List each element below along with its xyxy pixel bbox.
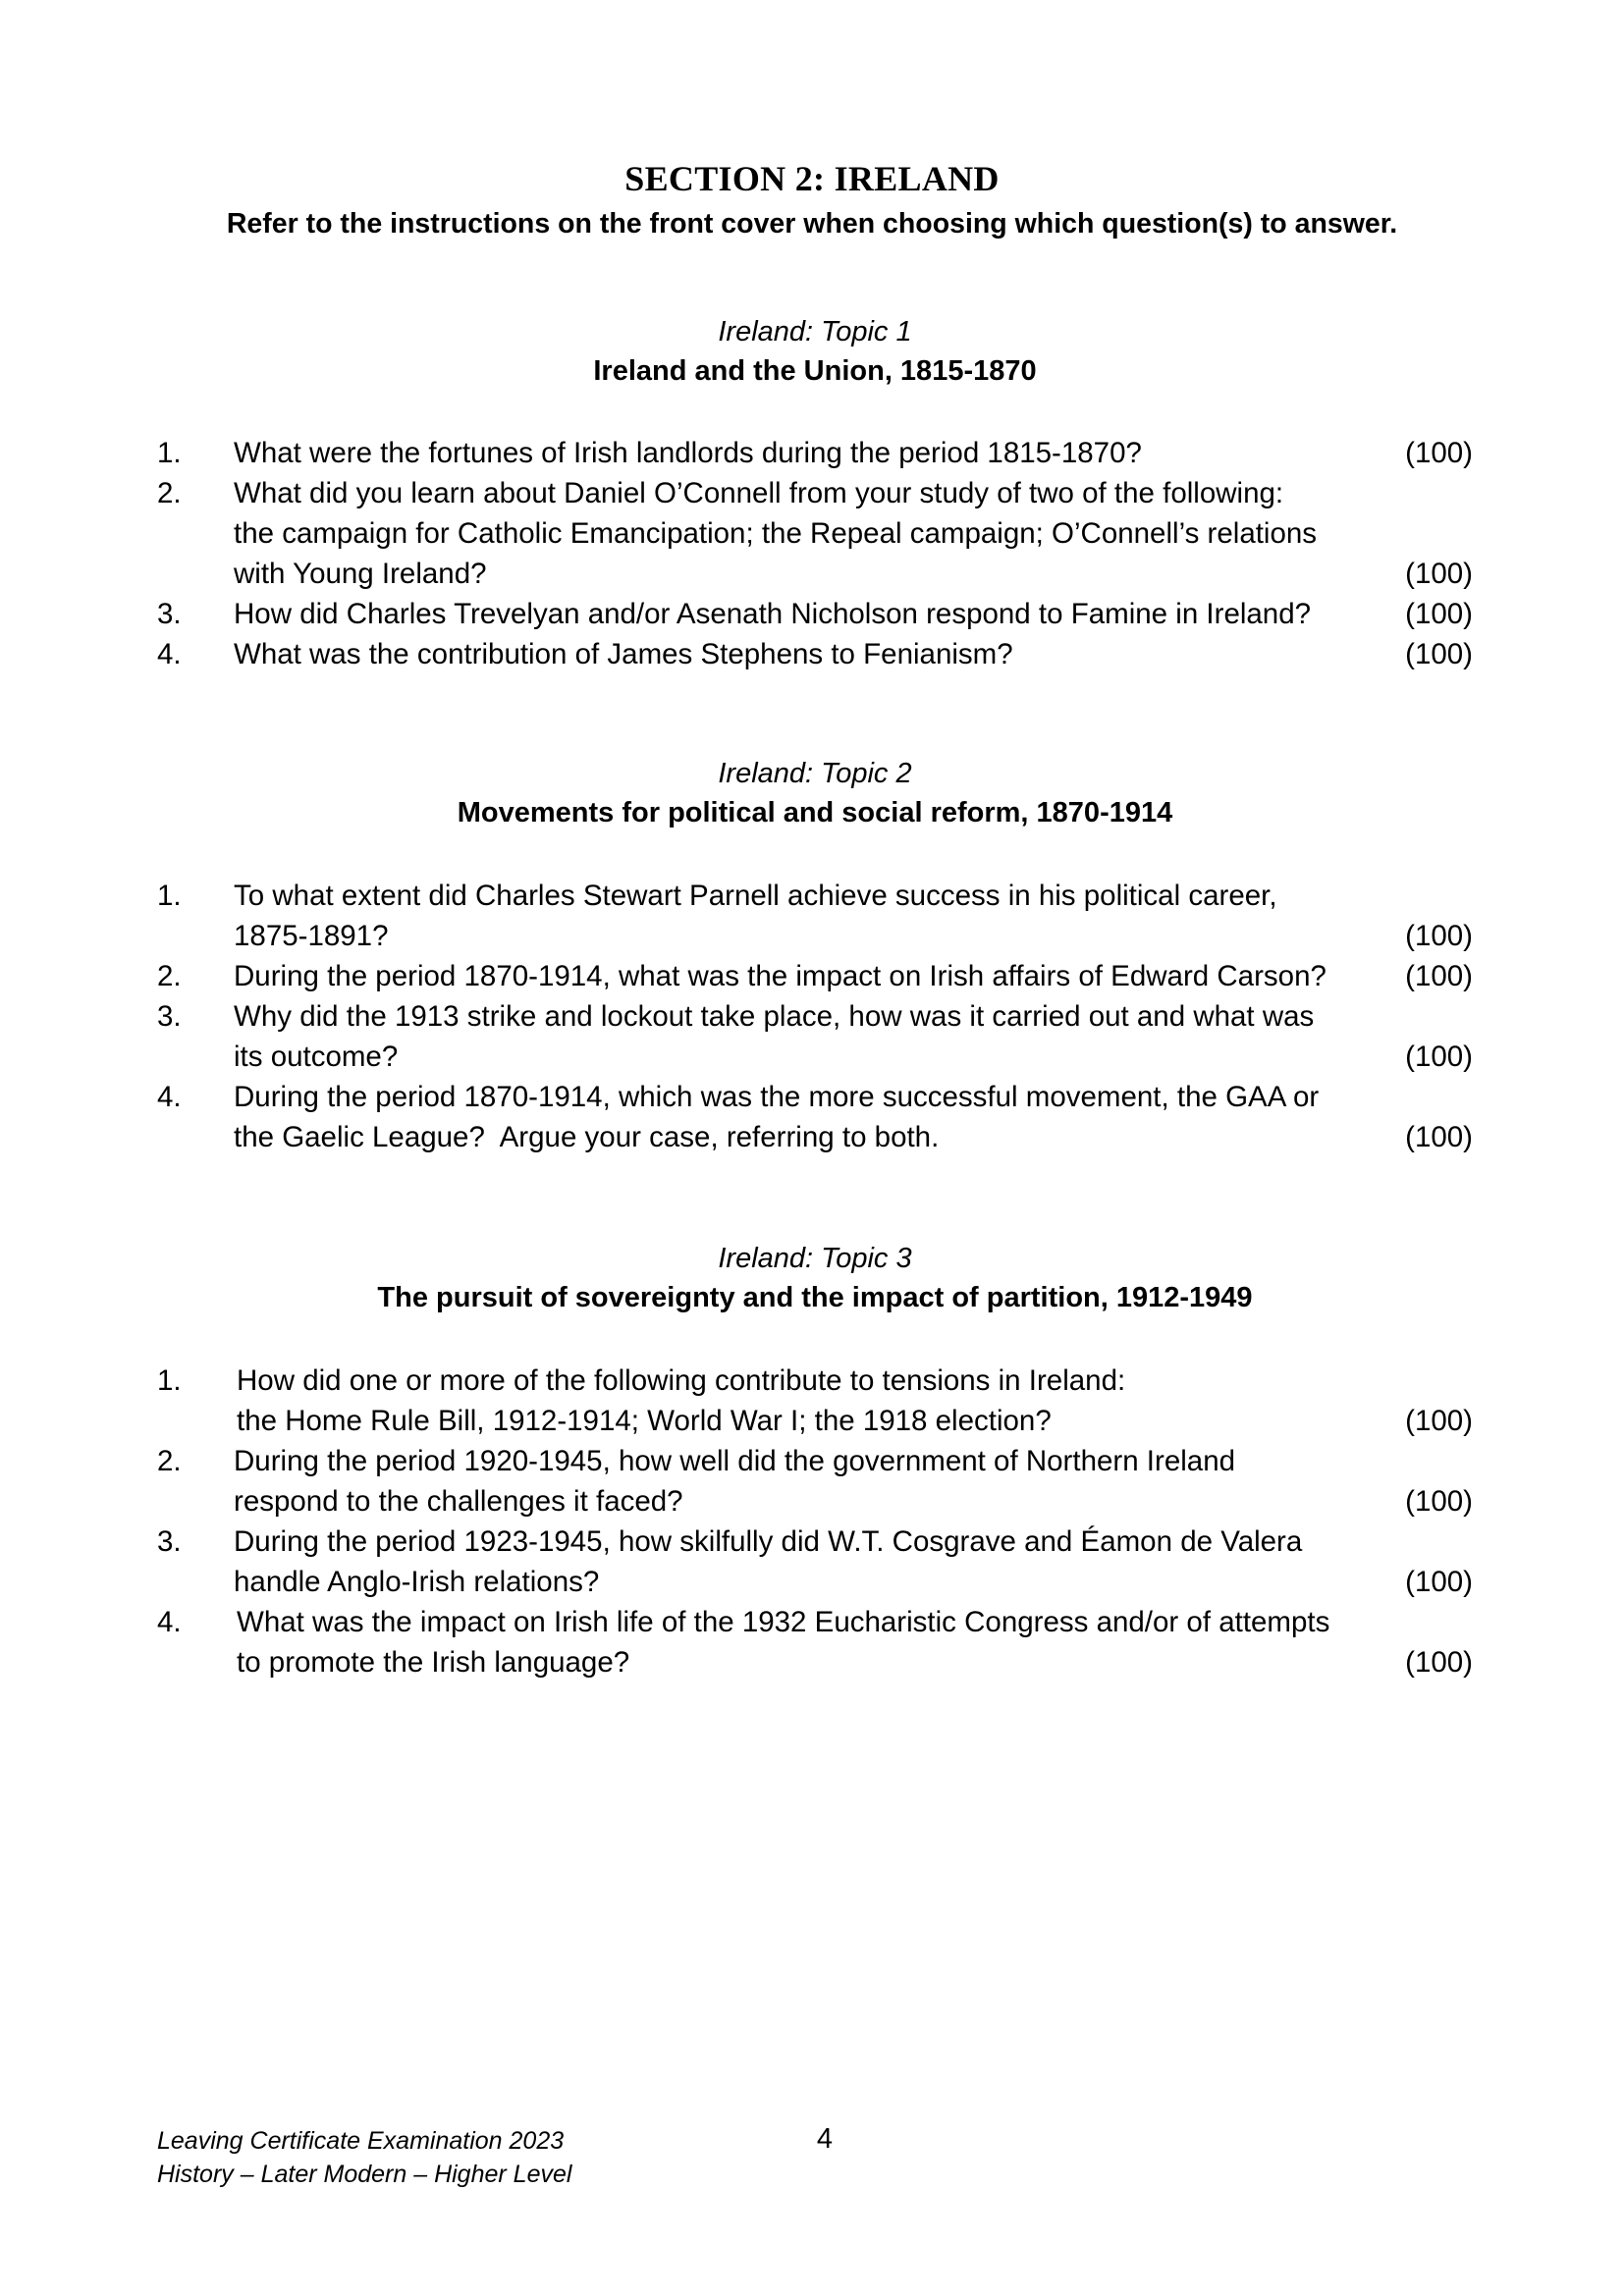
question-text-line: Why did the 1913 strike and lockout take place, how was it carried out and what was bbox=[234, 1000, 1315, 1033]
topic-title: The pursuit of sovereignty and the impact of partition, 1912-1949 bbox=[377, 1282, 1253, 1313]
question-text-line: During the period 1870-1914, what was the impact on Irish affairs of Edward Carson? bbox=[234, 960, 1326, 992]
question-number: 2. bbox=[157, 960, 182, 992]
question-text-line: the Gaelic League? Argue your case, referring to both. bbox=[234, 1121, 940, 1153]
question-number: 4. bbox=[157, 1081, 182, 1113]
question-number: 4. bbox=[157, 638, 182, 670]
question-text-line: What were the fortunes of Irish landlords during the period 1815-1870? bbox=[234, 437, 1142, 469]
question-text-line: What did you learn about Daniel O’Connell from your study of two of the following: bbox=[234, 477, 1284, 509]
section-instructions: Refer to the instructions on the front cover when choosing which question(s) to answer. bbox=[226, 208, 1398, 240]
question-number: 3. bbox=[157, 1000, 182, 1033]
question-text-line: What was the contribution of James Stephens to Fenianism? bbox=[234, 638, 1013, 670]
question-text-line: respond to the challenges it faced? bbox=[234, 1485, 683, 1518]
question-marks: (100) bbox=[1405, 1121, 1473, 1153]
question-marks: (100) bbox=[1405, 1485, 1473, 1518]
question-marks: (100) bbox=[1405, 1566, 1473, 1598]
page-number: 4 bbox=[816, 2123, 834, 2155]
question-text-line: How did Charles Trevelyan and/or Asenath Nicholson respond to Famine in Ireland? bbox=[234, 598, 1312, 630]
topic-label: Ireland: Topic 3 bbox=[718, 1243, 912, 1274]
question-4 bbox=[157, 634, 1473, 674]
question-text-line: During the period 1920-1945, how well did the government of Northern Ireland bbox=[234, 1445, 1236, 1477]
question-marks: (100) bbox=[1405, 1405, 1473, 1437]
question-text-line: During the period 1870-1914, which was the more successful movement, the GAA or bbox=[234, 1081, 1320, 1113]
question-4 bbox=[157, 1602, 1473, 1682]
question-number: 1. bbox=[157, 437, 182, 469]
question-text-line: the Home Rule Bill, 1912-1914; World War I; the 1918 election? bbox=[237, 1405, 1052, 1437]
question-2 bbox=[157, 473, 1473, 594]
question-number: 4. bbox=[157, 1606, 182, 1638]
question-number: 1. bbox=[157, 880, 182, 912]
question-list-topic-1 bbox=[157, 433, 1473, 674]
question-marks: (100) bbox=[1405, 1646, 1473, 1679]
topic-title: Movements for political and social reform, 1870-1914 bbox=[457, 797, 1173, 828]
question-text-line: with Young Ireland? bbox=[234, 558, 487, 590]
question-text-line: 1875-1891? bbox=[234, 920, 389, 952]
topic-block-2 bbox=[157, 754, 1473, 832]
question-1 bbox=[157, 1361, 1473, 1441]
question-2 bbox=[157, 956, 1473, 996]
question-3 bbox=[157, 996, 1473, 1077]
question-text-line: to promote the Irish language? bbox=[237, 1646, 630, 1679]
question-2 bbox=[157, 1441, 1473, 1522]
question-text-line: the campaign for Catholic Emancipation; the Repeal campaign; O’Connell’s relations bbox=[234, 517, 1318, 550]
question-marks: (100) bbox=[1405, 437, 1473, 469]
topic-block-3 bbox=[157, 1239, 1473, 1317]
question-marks: (100) bbox=[1405, 920, 1473, 952]
question-text-line: What was the impact on Irish life of the 1932 Eucharistic Congress and/or of attempts bbox=[237, 1606, 1330, 1638]
topic-label: Ireland: Topic 1 bbox=[718, 316, 912, 347]
question-marks: (100) bbox=[1405, 1041, 1473, 1073]
question-list-topic-2 bbox=[157, 876, 1473, 1157]
question-text-line: During the period 1923-1945, how skilfully did W.T. Cosgrave and Éamon de Valera bbox=[234, 1525, 1303, 1558]
question-number: 1. bbox=[157, 1364, 182, 1397]
question-1 bbox=[157, 433, 1473, 473]
topic-label: Ireland: Topic 2 bbox=[718, 758, 912, 789]
topic-title: Ireland and the Union, 1815-1870 bbox=[593, 355, 1037, 387]
section-title: SECTION 2: IRELAND bbox=[624, 159, 1000, 198]
question-1 bbox=[157, 876, 1473, 956]
question-text-line: How did one or more of the following contribute to tensions in Ireland: bbox=[237, 1364, 1126, 1397]
question-text-line: handle Anglo-Irish relations? bbox=[234, 1566, 600, 1598]
question-marks: (100) bbox=[1405, 558, 1473, 590]
question-list-topic-3 bbox=[157, 1361, 1473, 1682]
question-3 bbox=[157, 1522, 1473, 1602]
question-number: 2. bbox=[157, 477, 182, 509]
question-number: 3. bbox=[157, 598, 182, 630]
question-marks: (100) bbox=[1405, 960, 1473, 992]
footer-subject: History – Later Modern – Higher Level bbox=[157, 2161, 572, 2188]
question-4 bbox=[157, 1077, 1473, 1157]
footer-exam-title: Leaving Certificate Examination 2023 bbox=[157, 2127, 565, 2155]
topic-block-1 bbox=[157, 312, 1473, 391]
question-marks: (100) bbox=[1405, 598, 1473, 630]
question-number: 2. bbox=[157, 1445, 182, 1477]
question-text-line: its outcome? bbox=[234, 1041, 399, 1073]
question-text-line: To what extent did Charles Stewart Parnell achieve success in his political career, bbox=[234, 880, 1277, 912]
question-marks: (100) bbox=[1405, 638, 1473, 670]
question-number: 3. bbox=[157, 1525, 182, 1558]
question-3 bbox=[157, 594, 1473, 634]
